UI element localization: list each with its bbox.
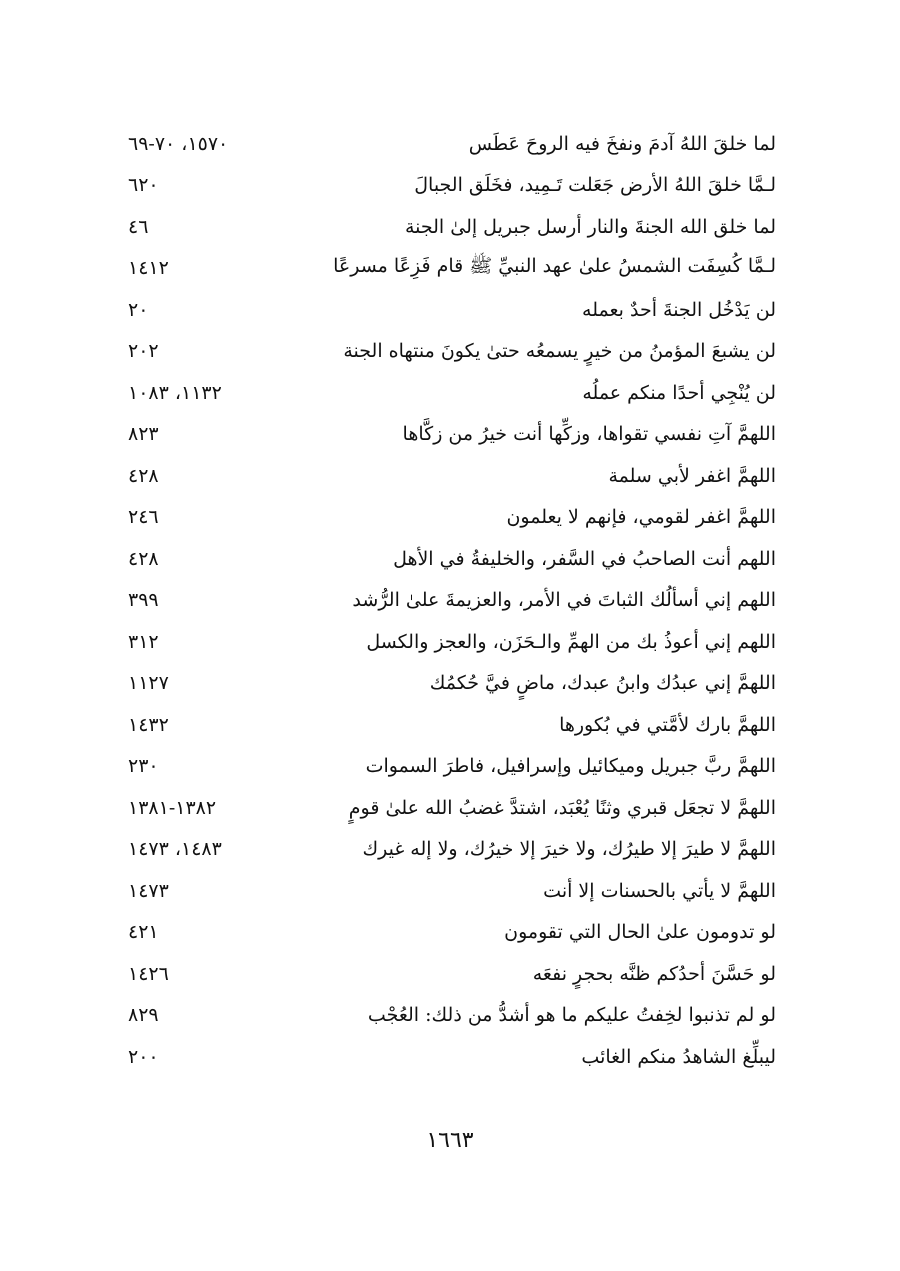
page-number: ١٦٦٣ xyxy=(426,1128,474,1153)
hadith-text: ليبلِّغ الشاهدُ منكم الغائب xyxy=(581,1045,776,1068)
hadith-text: اللهم إني أسألُك الثباتَ في الأمر، والعزيمةَ علىٰ الرُّشد xyxy=(352,589,776,612)
hadith-text: لـمَّا خلقَ اللهُ الأرض جَعَلت تَـمِيد، فخَلَق الجبالَ xyxy=(414,174,776,197)
hadith-text: لن يشبعَ المؤمنُ من خيرٍ يسمعُه حتىٰ يكونَ منتهاه الجنة xyxy=(343,340,776,363)
page-reference: ١١٢٧ xyxy=(128,672,169,695)
page-reference: ١٤١٢ xyxy=(128,257,169,280)
index-entry xyxy=(128,621,776,663)
hadith-index-list xyxy=(128,123,776,1078)
page-reference: ٤٢٨ xyxy=(128,464,159,487)
index-entry xyxy=(128,787,776,829)
page-reference: ١١٣٢، ١٠٨٣ xyxy=(128,381,222,404)
index-entry xyxy=(128,870,776,912)
index-entry xyxy=(128,372,776,414)
hadith-text: اللهمَّ لا يأتي بالحسنات إلا أنت xyxy=(543,879,776,902)
page-reference: ٢٣٠ xyxy=(128,755,159,778)
hadith-text: اللهم أنت الصاحبُ في السَّفر، والخليفةُ في الأهل xyxy=(393,547,776,570)
page-reference: ٢٠٢ xyxy=(128,340,159,363)
index-entry xyxy=(128,663,776,705)
index-entry xyxy=(128,206,776,248)
hadith-text: لن يَدْخُل الجنةَ أحدٌ بعمله xyxy=(582,298,776,321)
hadith-text: لما خلق الله الجنةَ والنار أرسل جبريل إلىٰ الجنة xyxy=(404,215,776,238)
page-reference: ٢٠ xyxy=(128,298,149,321)
index-entry xyxy=(128,829,776,871)
hadith-text: لو تدومون علىٰ الحال التي تقومون xyxy=(504,921,776,944)
hadith-text: اللهم إني أعوذُ بك من الهمِّ والـحَزَن، والعجز والكسل xyxy=(366,630,776,653)
index-entry xyxy=(128,331,776,373)
hadith-text: لن يُنْجِي أحدًا منكم عملُه xyxy=(582,381,776,404)
page-reference: ٦٢٠ xyxy=(128,174,159,197)
hadith-text: اللهمَّ آتِ نفسي تقواها، وزكِّها أنت خيرُ من زكَّاها xyxy=(402,423,776,446)
page-reference: ٣١٢ xyxy=(128,630,159,653)
page-reference: ٤٢٨ xyxy=(128,547,159,570)
index-entry xyxy=(128,704,776,746)
page-reference: ١٤٢٦ xyxy=(128,962,169,985)
hadith-text: اللهمَّ اغفر لأبي سلمة xyxy=(608,464,776,487)
hadith-text: اللهمَّ إني عبدُك وابنُ عبدك، ماضٍ فيَّ حُكمُك xyxy=(429,672,776,695)
page-reference: ١٤٨٣، ١٤٧٣ xyxy=(128,838,222,861)
hadith-text: اللهمَّ لا تجعَل قبري وثنًا يُعْبَد، اشتدَّ غضبُ الله علىٰ قومٍ xyxy=(348,796,776,819)
index-entry xyxy=(128,912,776,954)
hadith-text: لو لم تذنبوا لخِفتُ عليكم ما هو أشدُّ من ذلك: العُجْب xyxy=(367,1004,776,1027)
index-entry xyxy=(128,497,776,539)
hadith-text: لـمَّا كُسِفَت الشمسُ علىٰ عهد النبيِّ ﷺ قام فَزِعًا مسرعًا xyxy=(333,255,776,278)
page-reference: ١٤٣٢ xyxy=(128,713,169,736)
page-reference: ١٤٧٣ xyxy=(128,879,169,902)
hadith-text: لما خلقَ اللهُ آدمَ ونفخَ فيه الروحَ عَطَس xyxy=(468,132,776,155)
index-entry xyxy=(128,746,776,788)
page-reference: ٤٢١ xyxy=(128,921,159,944)
index-entry xyxy=(128,165,776,207)
hadith-text: اللهمَّ اغفر لقومي، فإنهم لا يعلمون xyxy=(506,506,776,529)
index-entry xyxy=(128,995,776,1037)
page-reference: ٢٠٠ xyxy=(128,1045,159,1068)
index-entry xyxy=(128,248,776,290)
index-entry xyxy=(128,580,776,622)
index-entry xyxy=(128,1036,776,1078)
index-entry xyxy=(128,455,776,497)
hadith-text: لو حَسَّنَ أحدُكم ظنَّه بحجرٍ نفعَه xyxy=(532,962,776,985)
page-reference: ٤٦ xyxy=(128,215,149,238)
index-entry xyxy=(128,289,776,331)
hadith-text: اللهمَّ بارك لأمَّتي في بُكورها xyxy=(559,713,776,736)
hadith-text: اللهمَّ لا طيرَ إلا طيرُك، ولا خيرَ إلا خيرُك، ولا إله غيرك xyxy=(362,838,776,861)
hadith-text: اللهمَّ ربَّ جبريل وميكائيل وإسرافيل، فاطرَ السموات xyxy=(365,755,776,778)
index-entry xyxy=(128,538,776,580)
index-entry xyxy=(128,414,776,456)
page-reference: ٨٢٣ xyxy=(128,423,159,446)
page-reference: ٨٢٩ xyxy=(128,1004,159,1027)
index-entry xyxy=(128,123,776,165)
page-reference: ٣٩٩ xyxy=(128,589,159,612)
page-reference: ١٥٧٠، ٧٠-٦٩ xyxy=(128,132,229,155)
page-reference: ١٣٨٢-١٣٨١ xyxy=(128,796,217,819)
index-entry xyxy=(128,953,776,995)
page-reference: ٢٤٦ xyxy=(128,506,159,529)
